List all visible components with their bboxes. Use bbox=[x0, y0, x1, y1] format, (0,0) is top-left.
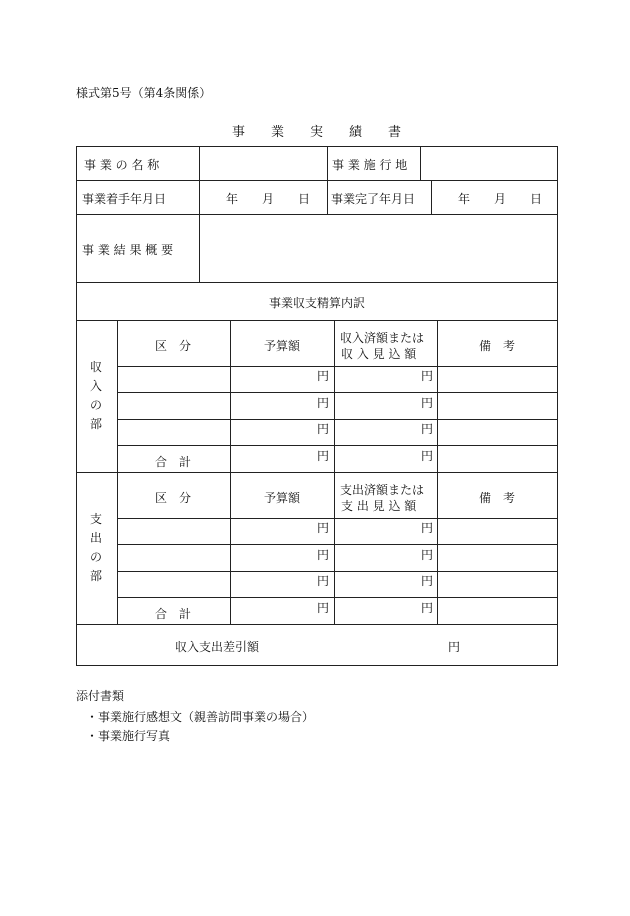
expense-notes-header: 備 考 bbox=[479, 491, 516, 505]
income-budget-header: 予算額 bbox=[264, 339, 301, 353]
yen-unit: 円 bbox=[421, 548, 434, 562]
row-divider bbox=[76, 320, 558, 321]
yen-unit: 円 bbox=[317, 369, 330, 383]
row-divider bbox=[117, 544, 558, 545]
expense-actual-header-line1: 支出済額または bbox=[340, 483, 425, 497]
table-border-top bbox=[76, 146, 558, 147]
location-label: 事 業 施 行 地 bbox=[332, 158, 408, 172]
row-divider bbox=[76, 282, 558, 283]
expense-actual-header-line2: 支 出 見 込 額 bbox=[341, 499, 417, 513]
yen-unit: 円 bbox=[317, 449, 330, 463]
yen-unit: 円 bbox=[421, 422, 434, 436]
yen-unit: 円 bbox=[317, 574, 330, 588]
income-category-header: 区 分 bbox=[155, 339, 192, 353]
row-divider bbox=[117, 419, 558, 420]
col-divider bbox=[420, 146, 421, 180]
expense-budget-header: 予算額 bbox=[264, 491, 301, 505]
yen-unit: 円 bbox=[317, 601, 330, 615]
table-border-left bbox=[76, 146, 77, 666]
yen-unit: 円 bbox=[421, 449, 434, 463]
summary-label: 事 業 結 果 概 要 bbox=[82, 243, 174, 257]
row-divider bbox=[117, 366, 558, 367]
row-divider bbox=[117, 392, 558, 393]
breakdown-title: 事業収支精算内訳 bbox=[268, 296, 365, 310]
expense-category-header: 区 分 bbox=[155, 491, 192, 505]
yen-unit: 円 bbox=[421, 369, 434, 383]
attachment-item: ・事業施行写真 bbox=[86, 729, 171, 743]
start-date-label: 事業着手年月日 bbox=[82, 192, 167, 206]
yen-unit: 円 bbox=[317, 396, 330, 410]
col-divider bbox=[199, 146, 200, 282]
col-divider bbox=[431, 180, 432, 214]
form-number: 様式第5号（第4条関係） bbox=[76, 86, 212, 100]
income-total-label: 合 計 bbox=[155, 455, 192, 469]
start-date-value: 年 月 日 bbox=[226, 192, 311, 206]
row-divider bbox=[76, 180, 558, 181]
col-divider bbox=[437, 320, 438, 624]
expense-total-label: 合 計 bbox=[155, 607, 192, 621]
yen-unit: 円 bbox=[317, 521, 330, 535]
col-divider bbox=[327, 146, 328, 214]
col-divider bbox=[334, 320, 335, 624]
income-section-label: 収 入 の 部 bbox=[89, 360, 102, 431]
attachments-heading: 添付書類 bbox=[76, 689, 125, 703]
yen-unit: 円 bbox=[421, 601, 434, 615]
income-actual-header-line2: 収 入 見 込 額 bbox=[341, 347, 417, 361]
attachment-item: ・事業施行感想文（親善訪問事業の場合） bbox=[86, 710, 315, 724]
col-divider bbox=[230, 320, 231, 624]
yen-unit: 円 bbox=[317, 422, 330, 436]
balance-yen-unit: 円 bbox=[448, 640, 461, 654]
end-date-value: 年 月 日 bbox=[458, 192, 543, 206]
yen-unit: 円 bbox=[317, 548, 330, 562]
section-divider bbox=[76, 624, 558, 625]
expense-section-label: 支 出 の 部 bbox=[89, 512, 102, 583]
row-divider bbox=[117, 518, 558, 519]
yen-unit: 円 bbox=[421, 521, 434, 535]
col-divider bbox=[117, 320, 118, 624]
end-date-label: 事業完了年月日 bbox=[331, 192, 416, 206]
balance-label: 収入支出差引額 bbox=[175, 640, 260, 654]
project-name-label: 事 業 の 名 称 bbox=[84, 158, 160, 172]
section-divider bbox=[76, 472, 558, 473]
table-border-right bbox=[557, 146, 558, 666]
row-divider bbox=[76, 214, 558, 215]
document-title: 事 業 実 績 書 bbox=[231, 125, 401, 140]
row-divider bbox=[117, 597, 558, 598]
income-actual-header-line1: 収入済額または bbox=[340, 331, 425, 345]
row-divider bbox=[117, 445, 558, 446]
yen-unit: 円 bbox=[421, 396, 434, 410]
table-border-bottom bbox=[76, 665, 558, 666]
yen-unit: 円 bbox=[421, 574, 434, 588]
income-notes-header: 備 考 bbox=[479, 339, 516, 353]
row-divider bbox=[117, 571, 558, 572]
